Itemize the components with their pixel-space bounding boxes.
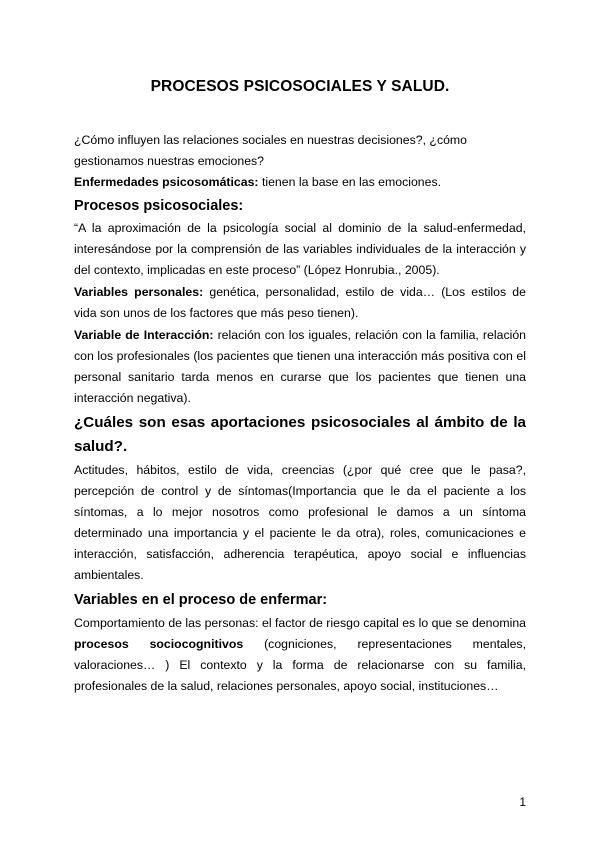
interaccion-text: relación con los iguales, relación con la familia, relación con los profesionales (los pacientes que tienen una interacción más positiva con el personal sanitario tarda menos en curarse que los pacientes que tienen una interacción negativa). xyxy=(74,328,526,405)
psicosomaticas-term: Enfermedades psicosomáticas: xyxy=(74,175,259,189)
document-title: PROCESOS PSICOSOCIALES Y SALUD. xyxy=(150,78,450,95)
section-heading-aportaciones: ¿Cuáles son esas aportaciones psicosociales al ámbito de la salud?. xyxy=(74,414,526,455)
personales-text: genética, personalidad, estilo de vida… (Los estilos de vida son unos de los factores que más peso tienen). xyxy=(74,285,526,320)
sociocognitivos-term: procesos sociocognitivos xyxy=(74,637,244,651)
page-number: 1 xyxy=(519,795,526,809)
intro-psicosomaticas xyxy=(74,172,526,193)
psicosomaticas-text: tienen la base en las emociones. xyxy=(258,175,442,189)
variables-personales-paragraph xyxy=(74,282,526,324)
quote-paragraph: “A la aproximación de la psicología social al dominio de la salud-enfermedad, interesándose por la comprensión de las variables individuales de la interacción y del contexto, implicadas en este proceso” (López Honrubia., 2005). xyxy=(74,221,526,277)
document-page xyxy=(74,74,526,697)
enfermar-text-before: Comportamiento de las personas: el factor de riesgo capital es lo que se denomina xyxy=(74,616,526,630)
section-heading-variables-enfermar: Variables en el proceso de enfermar: xyxy=(74,592,328,608)
enfermar-text-after: (cogniciones, representaciones mentales, valoraciones… ) El contexto y la forma de relacionarse con su familia, profesionales de la salud, relaciones personales, apoyo social, instituciones… xyxy=(74,637,526,693)
section-heading-procesos: Procesos psicosociales: xyxy=(74,198,244,214)
intro-question: ¿Cómo influyen las relaciones sociales en nuestras decisiones?, ¿cómo gestionamos nuestras emociones? xyxy=(74,133,468,168)
personales-term: Variables personales: xyxy=(74,285,204,299)
aportaciones-paragraph: Actitudes, hábitos, estilo de vida, creencias (¿por qué cree que le pasa?, percepción de control y de síntomas(Importancia que le da el paciente a los síntomas, a lo mejor nosotros como profesional le damos a un síntoma determinado una importancia y el paciente le da otra), roles, comunicaciones e interacción, satisfacción, adherencia terapéutica, apoyo social e influencias ambientales. xyxy=(74,463,526,582)
interaccion-term: Variable de Interacción: xyxy=(74,328,214,342)
variable-interaccion-paragraph xyxy=(74,325,526,409)
variables-enfermar-paragraph xyxy=(74,613,526,697)
